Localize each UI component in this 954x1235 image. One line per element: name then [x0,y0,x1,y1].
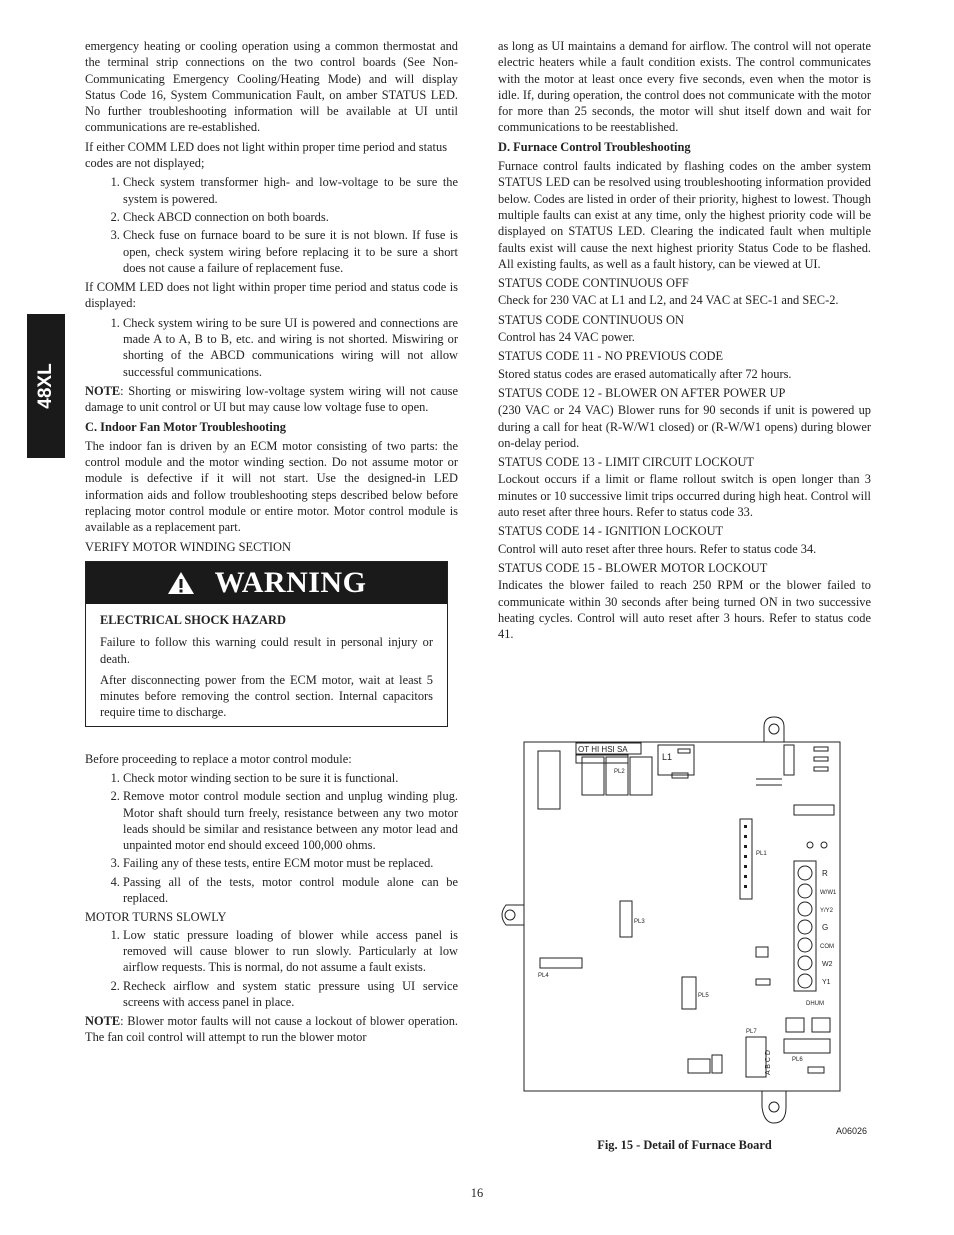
note-label: NOTE [85,1014,121,1029]
furnace-board-diagram [494,715,854,1127]
status-code-title: STATUS CODE 11 - NO PREVIOUS CODE [498,349,724,364]
board-label-pl4: PL4 [538,973,549,979]
status-code-title: STATUS CODE 13 - LIMIT CIRCUIT LOCKOUT [498,455,754,470]
page-number: 16 [470,1186,484,1200]
paragraph: The indoor fan is driven by an ECM motor consisting of two parts: the control module and the motor winding section. Do not assume motor or module is defective if it will not start. Use the designed-in LED information aids and follow troubleshooting steps described below before replacing motor control module or entire motor. Motor control module is available as a replacement part. [85,438,458,535]
list-1 [85,174,458,276]
side-tab [27,314,65,458]
terminal-label: W/W1 [820,890,837,896]
list-item: 2. Remove motor control module section and unplug winding plug. Motor shaft should turn freely, resistance between any two motor leads should be similar and resistance between any motor lead and unpainted motor end should exceed 100,000 ohms. [123,788,458,853]
list-item: 1. Check system wiring to be sure UI is powered and connections are made A to A, B to B, etc. and wiring is not shorted. Miswiring or shorting of the ABCD communications wiring will not allow successful communications. [123,315,458,380]
note-1 [85,383,458,416]
warning-header [86,562,447,604]
status-code-title: STATUS CODE 14 - IGNITION LOCKOUT [498,524,724,539]
terminal-label: R [822,869,828,878]
status-code-text: Lockout occurs if a limit or flame rollout switch is open longer than 3 minutes or 10 successive limit trips occurred during high heat. Control will auto reset after three hours. Refer to status code 33. [498,472,871,520]
paragraph: as long as UI maintains a demand for airflow. The control will not operate electric heaters while a fault condition exists. The control communicates with the motor at least once every five seconds, even when the motor is idle. If, during operation, the control does not communicate with the motor for more than 25 seconds, the motor will shut itself down and wait for communications to be reestablished. [498,39,871,135]
terminal-label: G [822,923,829,932]
note-2 [85,1013,458,1046]
warning-title: ELECTRICAL SHOCK HAZARD [100,612,286,627]
board-label-top: OT HI HSI SA [578,745,628,754]
paragraph: If either COMM LED does not light within proper time period and status codes are not displayed; [85,139,448,171]
note-text: : Blower motor faults will not cause a lockout of blower operation. The fan coil control will attempt to run the blower motor [85,1014,458,1045]
warning-label: WARNING [214,565,367,599]
list-4 [85,927,458,1010]
list-2 [85,315,458,380]
list-item: 2. Check ABCD connection on both boards. [123,209,458,225]
figure-caption: Fig. 15 - Detail of Furnace Board [597,1138,772,1152]
status-code-text: Control will auto reset after three hours. Refer to status code 34. [498,541,817,556]
right-column [498,38,871,645]
list-item: 4. Passing all of the tests, motor control module alone can be replaced. [123,874,458,907]
board-label-l1: L1 [662,752,673,762]
verify-heading: VERIFY MOTOR WINDING SECTION [85,539,291,554]
status-code-title: STATUS CODE 12 - BLOWER ON AFTER POWER UP [498,385,786,400]
status-code-title: STATUS CODE CONTINUOUS ON [498,312,684,327]
warning-box [85,561,448,727]
paragraph: If COMM LED does not light within proper time period and status code is displayed: [85,280,458,311]
status-code-text: Check for 230 VAC at L1 and L2, and 24 VAC at SEC-1 and SEC-2. [498,293,839,308]
list-item: 2. Recheck airflow and system static pressure using UI service screens with access panel in place. [123,978,458,1011]
paragraph: Furnace control faults indicated by flashing codes on the amber system STATUS LED can be resolved using troubleshooting information provided below. Codes are listed in order of their priority, highest to lowest. Though multiple faults can exist at any time, only the highest priority code will be displayed on STATUS LED. Clearing the indicated fault when multiple faults exist will cause the next highest priority Status Code to be flashed. All existing faults, as well as a fault history, can be viewed at UI. [498,159,871,271]
terminal-label: W2 [822,961,833,968]
board-label-abcd: A B C D [765,1050,772,1075]
board-label-pl3: PL3 [634,919,645,925]
status-code-text: Indicates the blower failed to reach 250 RPM or the blower failed to communicate within 30 seconds after being turned ON in two successive heating cycles. Control will auto reset after 3 hours. Refer to status code 41. [498,578,871,642]
note-text: : Shorting or miswiring low-voltage system wiring will not cause damage to unit control or UI but may cause low voltage fuse to open. [85,383,458,415]
slow-heading: MOTOR TURNS SLOWLY [85,910,227,925]
terminal-label: DHUM [806,1001,824,1007]
paragraph: emergency heating or cooling operation using a common thermostat and the terminal strip connections on the two control boards (See Non-Communicating Emergency Cooling/Heating Mode) and will display Status Code 16, System Communication Fault, on amber STATUS LED. No further troubleshooting information will be available at UI until communications are re-established. [85,39,458,135]
list-item: 1. Check motor winding section to be sure it is functional. [123,770,458,786]
board-label-pl6: PL6 [792,1057,803,1063]
heading-c: C. Indoor Fan Motor Troubleshooting [85,419,286,434]
terminal-label: Y1 [822,979,831,986]
heading-d: D. Furnace Control Troubleshooting [498,139,691,154]
status-code-text: (230 VAC or 24 VAC) Blower runs for 90 seconds if unit is powered up during a call for heat (R-W/W1 closed) or (R-W/W1 opens) during blower on-delay period. [498,403,871,450]
side-tab-label: 48XL [35,363,56,409]
warning-text: After disconnecting power from the ECM motor, wait at least 5 minutes before removing the control section. Internal capacitors require time to discharge. [100,672,433,720]
warning-text: Failure to follow this warning could result in personal injury or death. [100,635,433,666]
warning-body [86,604,447,726]
warning-triangle-icon [167,571,195,595]
paragraph: Before proceeding to replace a motor control module: [85,751,352,766]
list-item: 3. Check fuse on furnace board to be sure it is not blown. If fuse is open, check system wiring before replacing it to be sure a short does not cause a failure of replacement fuse. [123,227,458,276]
list-item: 3. Failing any of these tests, entire ECM motor must be replaced. [123,855,458,871]
note-label: NOTE [85,383,121,398]
status-code-title: STATUS CODE 15 - BLOWER MOTOR LOCKOUT [498,560,768,575]
figure-code: A06026 [836,1126,868,1136]
board-label-pl2: PL2 [614,769,625,775]
terminal-label: COM [820,944,834,950]
board-label-pl1: PL1 [756,851,767,857]
board-label-pl7: PL7 [746,1029,757,1035]
board-label-pl5: PL5 [698,993,709,999]
status-code-text: Stored status codes are erased automatically after 72 hours. [498,366,792,381]
left-column [85,38,458,1049]
terminal-label: Y/Y2 [820,908,834,914]
list-item: 1. Low static pressure loading of blower while access panel is removed will cause blower to run slowly. Particularly at low airflow requests. This is normal, do not assume a fault exists. [123,927,458,976]
status-code-title: STATUS CODE CONTINUOUS OFF [498,276,689,291]
list-item: 1. Check system transformer high- and low-voltage to be sure the system is powered. [123,174,458,207]
status-code-text: Control has 24 VAC power. [498,330,635,345]
list-3 [85,770,458,906]
